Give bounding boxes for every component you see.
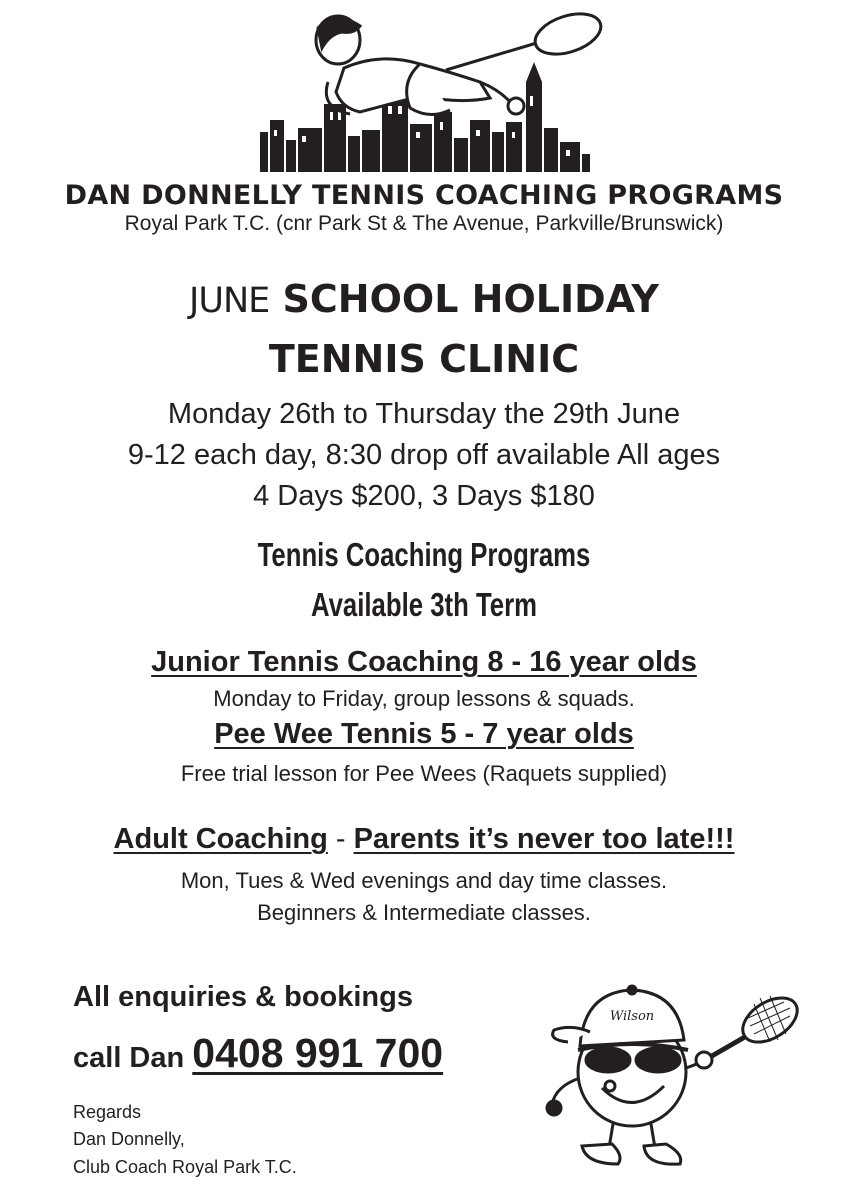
clinic-title-month: JUNE [189, 281, 270, 321]
tennis-player-skyline-logo-icon [250, 12, 610, 180]
enquiries-line: All enquiries & bookings [73, 981, 413, 1013]
adult-coaching-title [0, 825, 848, 854]
adult-coaching-title-b: Parents it’s never too late!!! [353, 823, 735, 855]
clinic-dates: Monday 26th to Thursday the 29th June [167, 398, 681, 430]
programs-heading-line1: Tennis Coaching Programs [257, 536, 591, 573]
clinic-times: 9-12 each day, 8:30 drop off available All ages [127, 439, 721, 471]
tennis-ball-mascot-icon [528, 968, 818, 1193]
junior-coaching-desc: Monday to Friday, group lessons & squads. [213, 686, 635, 711]
signature-regards: Regards [73, 1102, 142, 1122]
clinic-title-line1 [0, 277, 848, 321]
organisation-name: DAN DONNELLY TENNIS COACHING PROGRAMS [64, 180, 784, 211]
phone-number[interactable]: 0408 991 700 [192, 1030, 444, 1076]
venue-address: Royal Park T.C. (cnr Park St & The Avenue, Parkville/Brunswick) [124, 212, 724, 235]
call-prefix: call Dan [73, 1042, 193, 1074]
signature-title: Club Coach Royal Park T.C. [73, 1157, 297, 1177]
adult-coaching-desc1: Mon, Tues & Wed evenings and day time classes. [180, 868, 668, 893]
junior-coaching-title [0, 648, 848, 677]
peewee-tennis-desc: Free trial lesson for Pee Wees (Raquets supplied) [180, 761, 668, 786]
peewee-tennis-title [0, 720, 848, 749]
programs-heading-line2: Available 3th Term [310, 586, 538, 623]
adult-coaching-separator: - [327, 823, 354, 855]
peewee-tennis-title-text: Pee Wee Tennis 5 - 7 year olds [214, 718, 634, 750]
junior-coaching-title-text: Junior Tennis Coaching 8 - 16 year olds [151, 646, 697, 678]
clinic-prices: 4 Days $200, 3 Days $180 [253, 480, 595, 512]
clinic-title-rest: SCHOOL HOLIDAY [282, 277, 659, 321]
adult-coaching-desc2: Beginners & Intermediate classes. [257, 900, 591, 925]
clinic-title-line2: TENNIS CLINIC [268, 337, 580, 381]
call-line [73, 1030, 443, 1077]
signature-name: Dan Donnelly, [73, 1129, 185, 1149]
adult-coaching-title-a: Adult Coaching [113, 823, 328, 855]
mascot-cap-text: Wilson [609, 1009, 655, 1024]
